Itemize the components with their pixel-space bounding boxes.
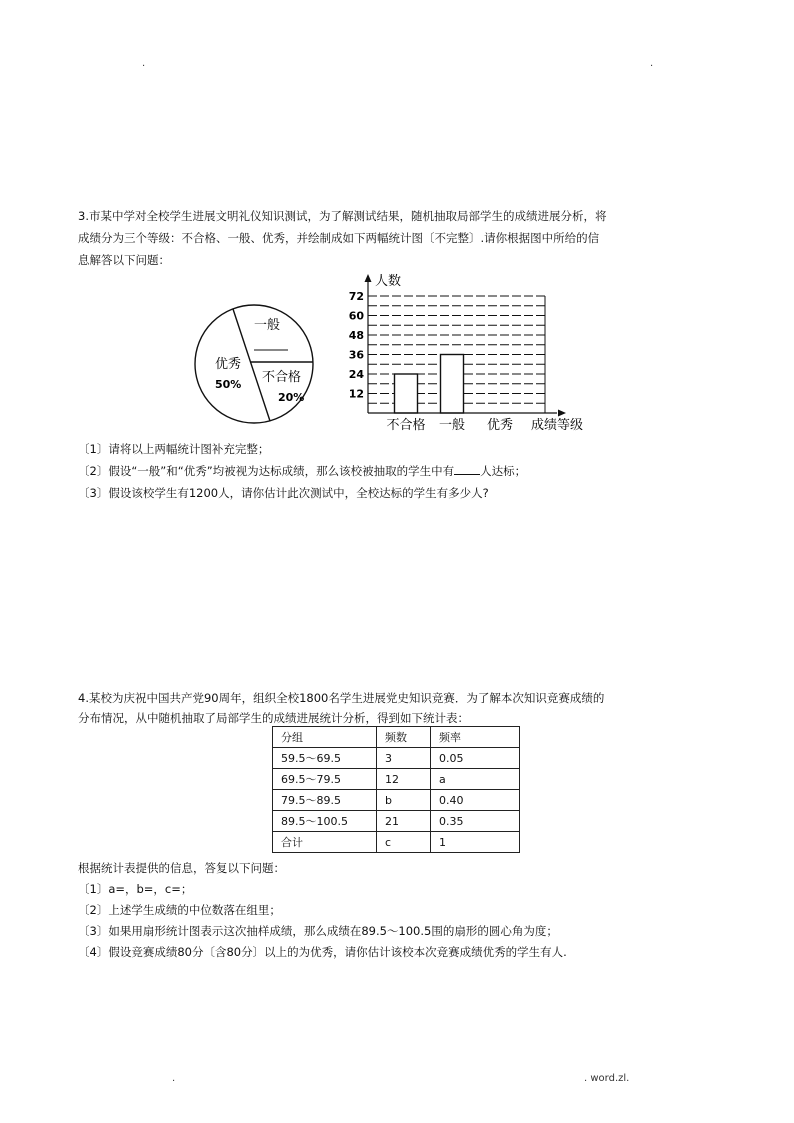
footer-source: . word.zl.	[584, 1073, 630, 1084]
pie-percent-excellent: 50%	[215, 378, 242, 391]
table-cell: c	[377, 832, 431, 853]
table-row	[273, 811, 520, 832]
table-cell: 1	[431, 832, 520, 853]
q4-sub-4: 〔4〕假设竞赛成绩80分〔含80分〕以上的为优秀，请你估计该校本次竞赛成绩优秀的学生有人.	[78, 945, 567, 959]
q4-sub-3: 〔3〕如果用扇形统计图表示这次抽样成绩，那么成绩在89.5～100.5围的扇形的圆心角为度；	[78, 924, 558, 938]
y-tick-label: 72	[348, 290, 364, 303]
table-cell: b	[377, 790, 431, 811]
q3-line-3: 息解答以下问题：	[78, 253, 170, 267]
category-label: 一般	[438, 418, 466, 433]
bar-ylabel: 人数	[375, 274, 402, 289]
table-row	[273, 832, 520, 853]
table-cell: 0.40	[431, 790, 520, 811]
pie-label-fail: 不合格	[262, 370, 302, 385]
table-cell: 79.5～89.5	[273, 790, 377, 811]
header-dot-right: .	[650, 58, 654, 69]
bar-0	[395, 374, 418, 413]
q3-answer-blank[interactable]	[454, 463, 480, 475]
q4-sub-2: 〔2〕上述学生成绩的中位数落在组里；	[78, 903, 281, 917]
pie-label-general: 一般	[254, 318, 281, 333]
header-dot-left: .	[142, 58, 146, 69]
pie-percent-fail: 20%	[278, 391, 305, 404]
bar-chart	[330, 268, 600, 438]
q4-sub-1: 〔1〕a=，b=，c=；	[78, 882, 193, 896]
table-cell: 0.35	[431, 811, 520, 832]
q4-line-1: 4.某校为庆祝中国共产党90周年，组织全校1800名学生进展党史知识竞赛．为了解本次知识竞赛成绩的	[78, 691, 605, 705]
table-cell: 59.5～69.5	[273, 748, 377, 769]
y-tick-label: 36	[348, 348, 364, 362]
pie-label-excellent: 优秀	[215, 357, 242, 372]
pie-chart	[190, 300, 320, 430]
q3-sub-2-text: 〔2〕假设“一般”和“优秀”均被视为达标成绩，那么该校被抽取的学生中有	[78, 464, 455, 478]
q4-line-2: 分布情况，从中随机抽取了局部学生的成绩进展统计分析，得到如下统计表：	[78, 711, 469, 725]
table-header-rate: 频率	[431, 727, 520, 748]
q4-intro: 根据统计表提供的信息，答复以下问题：	[78, 861, 285, 875]
table-header-group: 分组	[273, 727, 377, 748]
table-row	[273, 769, 520, 790]
table-header-row	[273, 727, 520, 748]
bar-x-arrow	[558, 410, 566, 417]
footer-dot-left: .	[172, 1073, 176, 1084]
table-cell: 12	[377, 769, 431, 790]
bar-xlabel: 成绩等级	[531, 418, 584, 433]
table-row	[273, 790, 520, 811]
table-cell: 0.05	[431, 748, 520, 769]
table-cell: 3	[377, 748, 431, 769]
bar-y-arrow	[365, 274, 372, 282]
category-label: 优秀	[486, 418, 514, 433]
q3-sub-2-tail: 人达标；	[480, 464, 527, 478]
bar-1	[441, 355, 464, 414]
q3-line-2: 成绩分为三个等级：不合格、一般、优秀，并绘制成如下两幅统计图〔不完整〕.请你根据图中所给的信	[78, 231, 600, 245]
bar-categories	[386, 417, 513, 433]
y-tick-label: 60	[348, 309, 364, 323]
bar-y-ticks	[349, 290, 365, 401]
y-tick-label: 12	[348, 387, 364, 401]
q3-line-1: 3.市某中学对全校学生进展文明礼仪知识测试，为了解测试结果，随机抽取局部学生的成绩进展分析，将	[78, 209, 607, 223]
q3-sub-1: 〔1〕请将以上两幅统计图补充完整；	[78, 442, 270, 456]
table-cell: 89.5～100.5	[273, 811, 377, 832]
table-cell: 21	[377, 811, 431, 832]
table-cell: a	[431, 769, 520, 790]
category-label: 不合格	[386, 418, 426, 433]
table-header-frequency: 频数	[377, 727, 431, 748]
y-tick-label: 24	[348, 368, 364, 381]
table-cell: 合计	[273, 832, 377, 853]
table-row	[273, 748, 520, 769]
q3-sub-3: 〔3〕假设该校学生有1200人，请你估计此次测试中，全校达标的学生有多少人?	[78, 486, 489, 500]
y-tick-label: 48	[348, 329, 364, 342]
q3-sub-2	[78, 463, 526, 479]
frequency-table	[272, 726, 520, 853]
table-cell: 69.5～79.5	[273, 769, 377, 790]
